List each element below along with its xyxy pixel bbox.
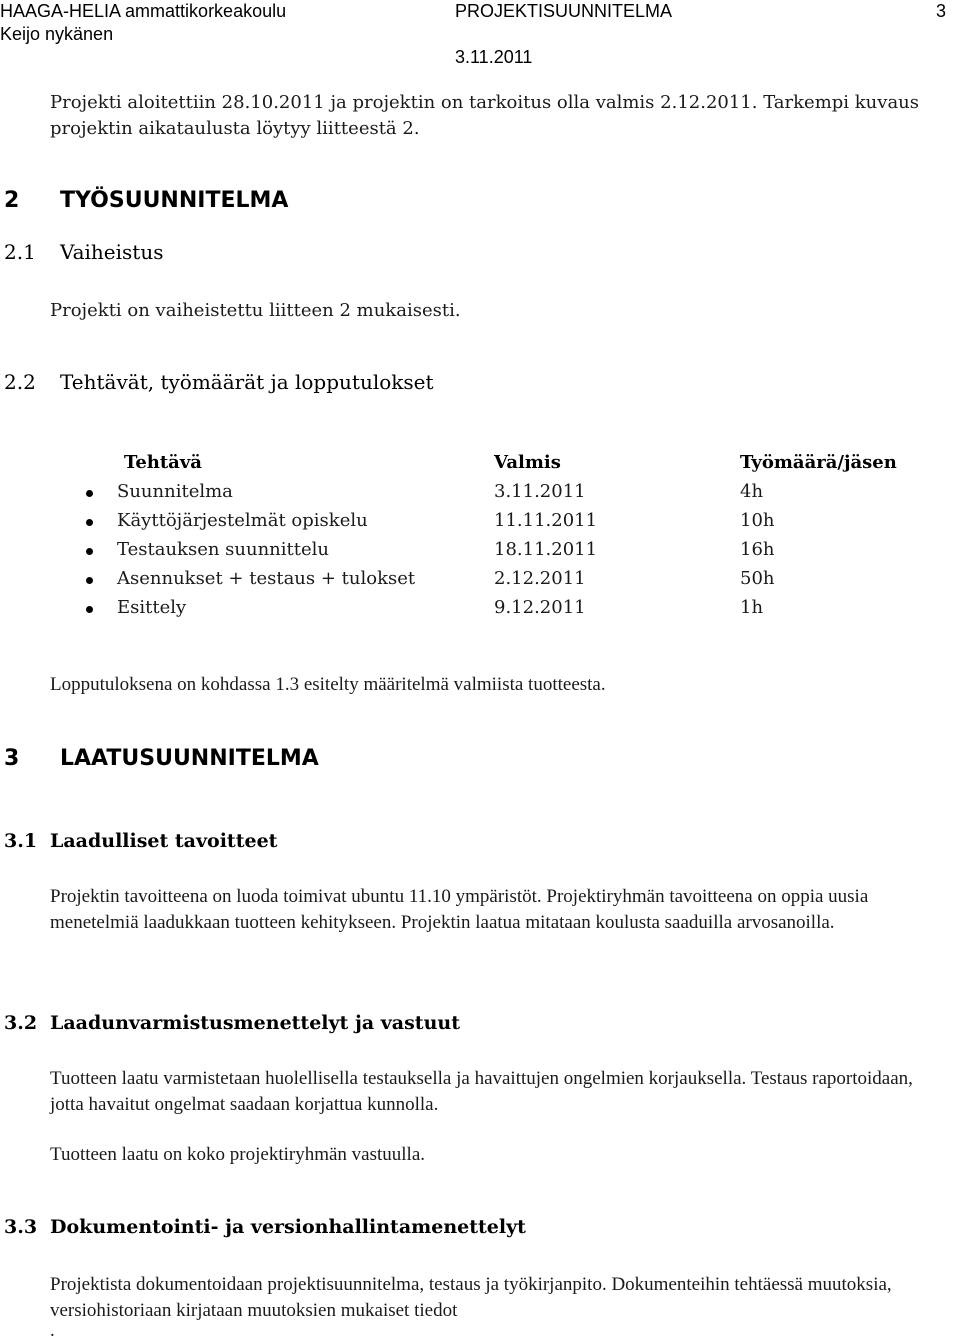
table-header-done: Valmis — [494, 452, 561, 473]
subsection-3-1-text: Projektin tavoitteena on luoda toimivat ubuntu 11.10 ympäristöt. Projektiryhmän tavoitteena on oppia uusia menetelmiä laadukkaan tuotteen kehitykseen. Projektin laatua mitataan koulusta saaduilla arvosanoilla. — [50, 886, 869, 933]
bullet-icon — [86, 548, 93, 555]
subsection-3-3-title: Dokumentointi- ja versionhallintamenettelyt — [50, 1216, 526, 1238]
subsection-3-3-trailing: . — [50, 1320, 55, 1341]
bullet-icon — [86, 577, 93, 584]
table-cell-effort: 4h — [740, 481, 764, 502]
subsection-2-2-number: 2.2 — [4, 370, 36, 394]
table-cell-done: 3.11.2011 — [494, 481, 586, 502]
table-cell-task: Asennukset + testaus + tulokset — [117, 568, 416, 589]
section2-number: 2 — [4, 188, 20, 213]
table-cell-task: Suunnitelma — [117, 481, 233, 502]
section2-title: TYÖSUUNNITELMA — [60, 188, 289, 213]
table-cell-done: 11.11.2011 — [494, 510, 598, 531]
header-date: 3.11.2011 — [455, 47, 533, 67]
table-cell-effort: 10h — [740, 510, 775, 531]
bullet-icon — [86, 490, 93, 497]
header-school: HAAGA-HELIA ammattikorkeakoulu — [0, 1, 287, 21]
table-header-task: Tehtävä — [124, 452, 202, 473]
subsection-3-1-number: 3.1 — [4, 830, 38, 852]
subsection-3-3-number: 3.3 — [4, 1216, 38, 1238]
subsection-2-1-text: Projekti on vaiheistettu liitteen 2 mukaisesti. — [50, 300, 461, 321]
subsection-3-2-title: Laadunvarmistusmenettelyt ja vastuut — [50, 1012, 460, 1034]
table-cell-effort: 1h — [740, 597, 764, 618]
table-header-effort: Työmäärä/jäsen — [740, 452, 897, 473]
table-cell-done: 9.12.2011 — [494, 597, 586, 618]
subsection-2-2-title: Tehtävät, työmäärät ja lopputulokset — [60, 370, 434, 394]
subsection-2-2-text: Lopputuloksena on kohdassa 1.3 esitelty määritelmä valmiista tuotteesta. — [50, 674, 606, 695]
header-author: Keijo nykänen — [0, 24, 114, 44]
table-cell-effort: 16h — [740, 539, 775, 560]
header-page-number: 3 — [936, 1, 947, 21]
subsection-3-1-title: Laadulliset tavoitteet — [50, 830, 278, 852]
table-cell-task: Käyttöjärjestelmät opiskelu — [117, 510, 368, 531]
section3-number: 3 — [4, 746, 20, 771]
table-cell-effort: 50h — [740, 568, 775, 589]
intro-paragraph: Projekti aloitettiin 28.10.2011 ja projektin on tarkoitus olla valmis 2.12.2011. Tarkempi kuvaus projektin aikataulusta löytyy liitteestä 2. — [50, 92, 920, 139]
subsection-3-2-text-1: Tuotteen laatu varmistetaan huolellisella testauksella ja havaittujen ongelmien korjauksella. Testaus raportoidaan, jotta havaitut ongelmat saadaan korjattua kunnolla. — [50, 1068, 913, 1115]
header-doc-title: PROJEKTISUUNNITELMA — [455, 1, 673, 21]
bullet-icon — [86, 519, 93, 526]
table-cell-done: 2.12.2011 — [494, 568, 586, 589]
bullet-icon — [86, 606, 93, 613]
table-cell-done: 18.11.2011 — [494, 539, 598, 560]
table-cell-task: Esittely — [117, 597, 187, 618]
table-cell-task: Testauksen suunnittelu — [117, 539, 330, 560]
section3-title: LAATUSUUNNITELMA — [60, 746, 319, 771]
subsection-2-1-title: Vaiheistus — [60, 240, 164, 264]
subsection-3-3-text: Projektista dokumentoidaan projektisuunnitelma, testaus ja työkirjanpito. Dokumenteihin tehtäessä muutoksia, versiohistoriaan kirjataan muutoksien mukaiset tiedot — [50, 1274, 892, 1321]
subsection-2-1-number: 2.1 — [4, 240, 36, 264]
subsection-3-2-text-2: Tuotteen laatu on koko projektiryhmän vastuulla. — [50, 1144, 426, 1165]
subsection-3-2-number: 3.2 — [4, 1012, 38, 1034]
